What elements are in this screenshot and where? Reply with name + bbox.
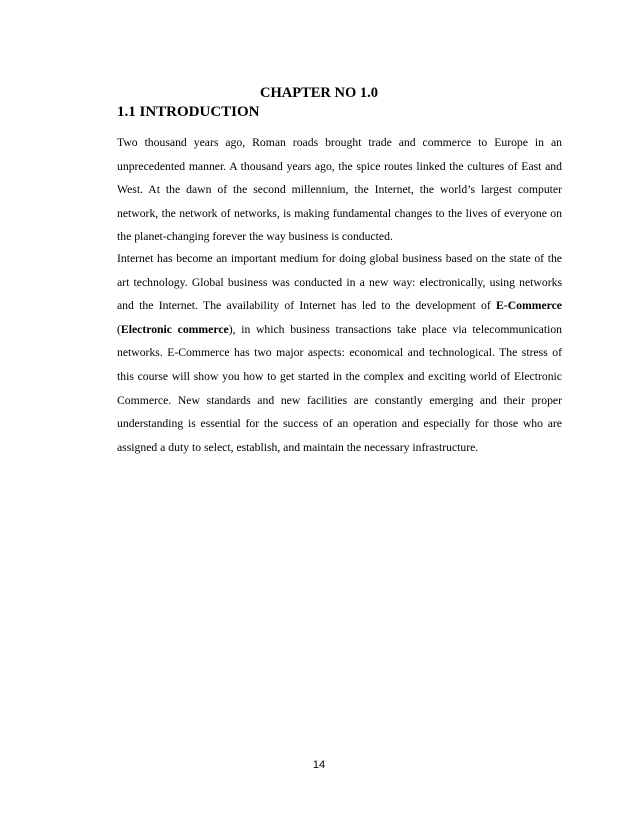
- section-heading: 1.1 INTRODUCTION: [117, 104, 260, 120]
- paragraph-2-bold-ecommerce: E-Commerce: [496, 299, 562, 313]
- paragraph-2-text-2: (: [117, 322, 121, 336]
- chapter-title: CHAPTER NO 1.0: [259, 85, 379, 101]
- paragraph-2: [117, 247, 562, 459]
- paragraph-2-text-1: Internet has become an important medium for doing global business based on the state of the art technology. Global business was conducted in a new way: electronically, using networks and the Internet. The availability of Internet has led to the development of: [117, 252, 562, 313]
- paragraph-1: Two thousand years ago, Roman roads brought trade and commerce to Europe in an unprecedented manner. A thousand years ago, the spice routes linked the cultures of East and West. At the dawn of the second millennium, the Internet, the world’s largest computer network, the network of networks, is making fundamental changes to the lives of everyone on the planet-changing forever the way business is conducted.: [117, 136, 562, 244]
- paragraph-2-text-3: ), in which business transactions take place via telecommunication networks. E-Commerce has two major aspects: economical and technological. The stress of this course will show you how to get started in the complex and exciting world of Electronic Commerce. New standards and new facilities are constantly emerging and their proper understanding is essential for the success of an operation and especially for those who are assigned a duty to select, establish, and maintain the necessary infrastructure.: [117, 322, 563, 454]
- paragraph-2-bold-electronic-commerce: Electronic commerce: [120, 322, 229, 336]
- page-number: 14: [312, 759, 326, 771]
